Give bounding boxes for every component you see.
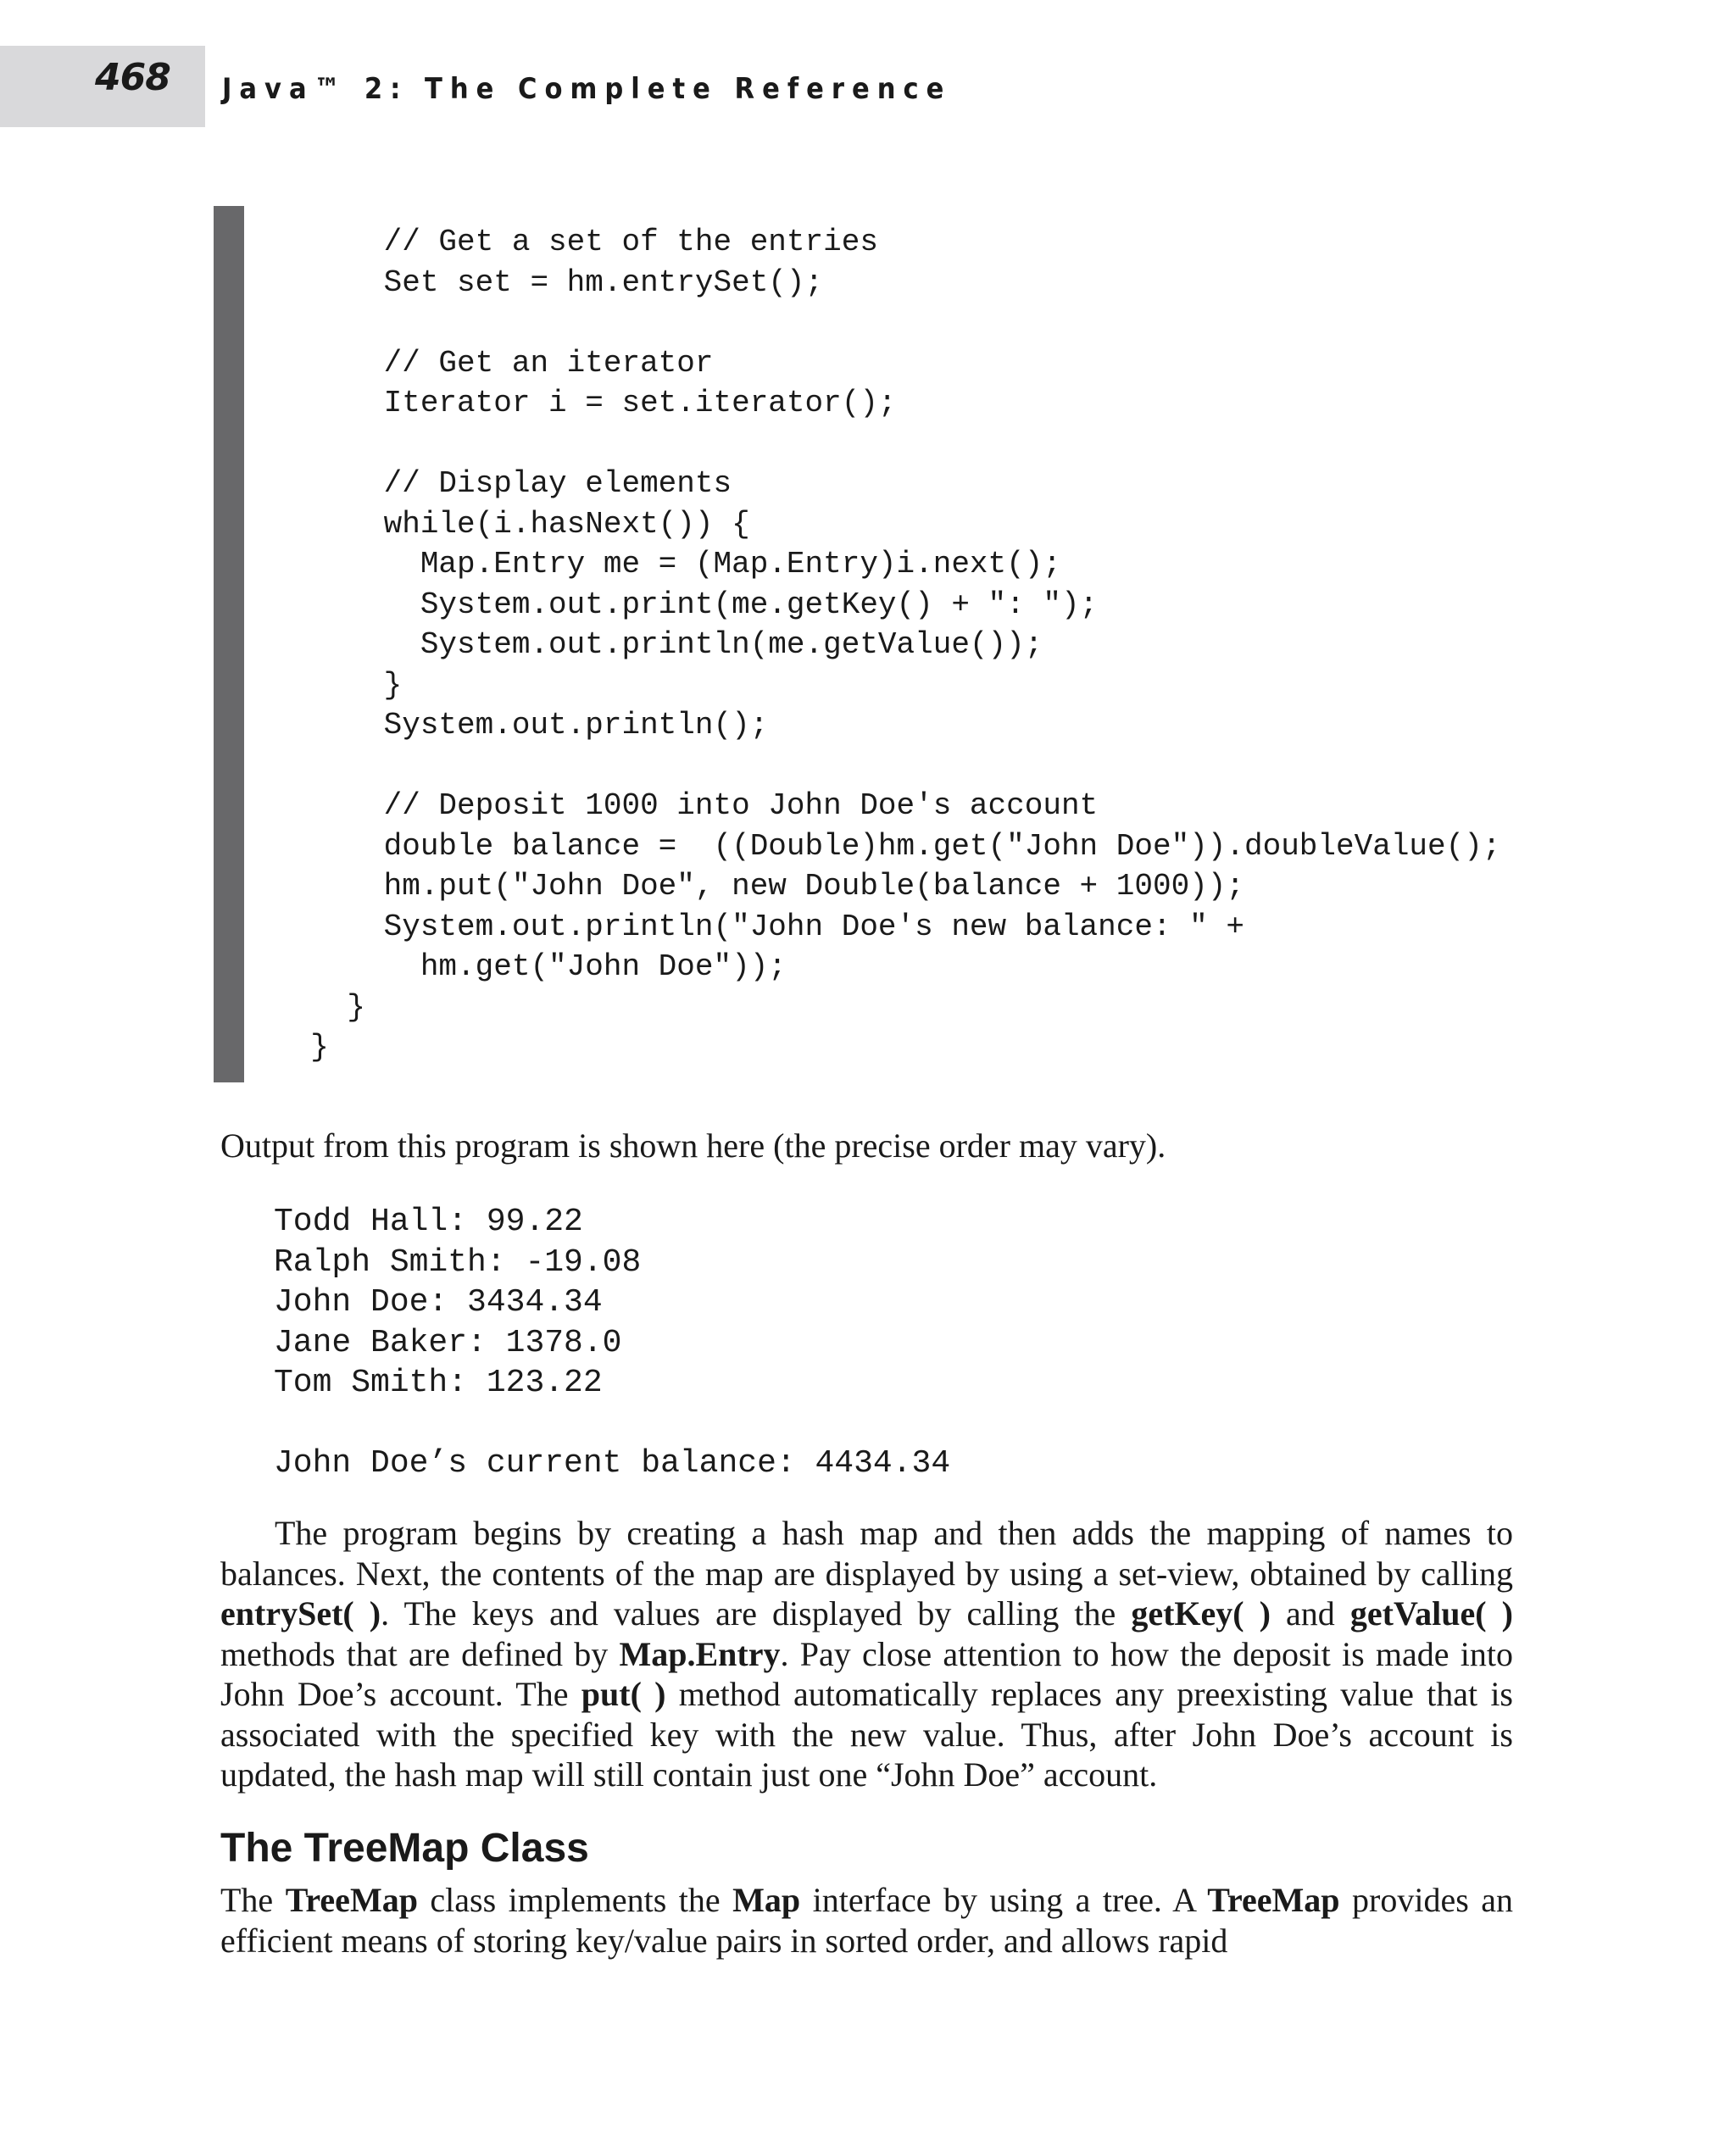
code-listing: // Get a set of the entries Set set = hm.entrySet(); // Get an iterator Iterator i = set.iterator(); // Display elements while(i.hasNext()) { Map.Entry me = (Map.Entry)i.next(); System.out.print(me.getKey() + ": "); System.out.println(me.getValue()); } System.out.println(); // Deposit 1000 into John Doe's account double balance = ((Double)hm.get("John Doe")).doubleValue(); hm.put("John Doe", new Double(balance + 1000)); System.out.println("John Doe's new balance: " + hm.get("John Doe")); } } [310, 225, 1501, 1065]
program-output-balance: John Doe’s current balance: 4434.34 [274, 1445, 951, 1482]
code-listing-bar [214, 206, 244, 1082]
code-term: Map [732, 1881, 801, 1919]
text-run: The program begins by creating a hash map and then adds the mapping of names to balances. Next, the contents of the map are displayed by using a set-view, obtained by calling [220, 1514, 1513, 1593]
output-intro: Output from this program is shown here (the precise order may vary). [220, 1126, 1166, 1165]
running-head: Java™ 2: The Complete Reference [222, 72, 952, 106]
text-run: . The keys and values are displayed by calling the [381, 1594, 1132, 1633]
text-run: provides an efficient means of storing key/value pairs in sorted order, and allows rapid [220, 1881, 1514, 1960]
section-heading: The TreeMap Class [220, 1826, 589, 1871]
program-output: Todd Hall: 99.22 Ralph Smith: -19.08 John Doe: 3434.34 Jane Baker: 1378.0 Tom Smith: 123.22 [274, 1204, 642, 1401]
treemap-paragraph [220, 1880, 1513, 1961]
page-number: 468 [95, 56, 170, 99]
text-run: method automatically replaces any preexisting value that is associated with the specified key with the new value. Thus, after John Doe’s account is updated, the hash map will still contain just one “John Doe” account. [220, 1675, 1514, 1794]
code-term: Map.Entry [619, 1634, 781, 1673]
text-run: interface by using a tree. A [800, 1881, 1208, 1919]
text-run: class implements the [417, 1881, 733, 1919]
code-term: entrySet( ) [220, 1594, 381, 1633]
code-term: TreeMap [285, 1881, 418, 1919]
code-term: getValue( ) [1349, 1594, 1513, 1633]
text-run: . Pay close attention to how the deposit is made into John Doe’s account. The [220, 1634, 1513, 1713]
code-term: TreeMap [1207, 1881, 1340, 1919]
text-run: and [1270, 1594, 1350, 1633]
explanation-paragraph [220, 1513, 1513, 1795]
code-term: put( ) [581, 1675, 666, 1713]
text-run: The [220, 1881, 286, 1919]
text-run: methods that are defined by [220, 1634, 620, 1673]
code-term: getKey( ) [1131, 1594, 1271, 1633]
